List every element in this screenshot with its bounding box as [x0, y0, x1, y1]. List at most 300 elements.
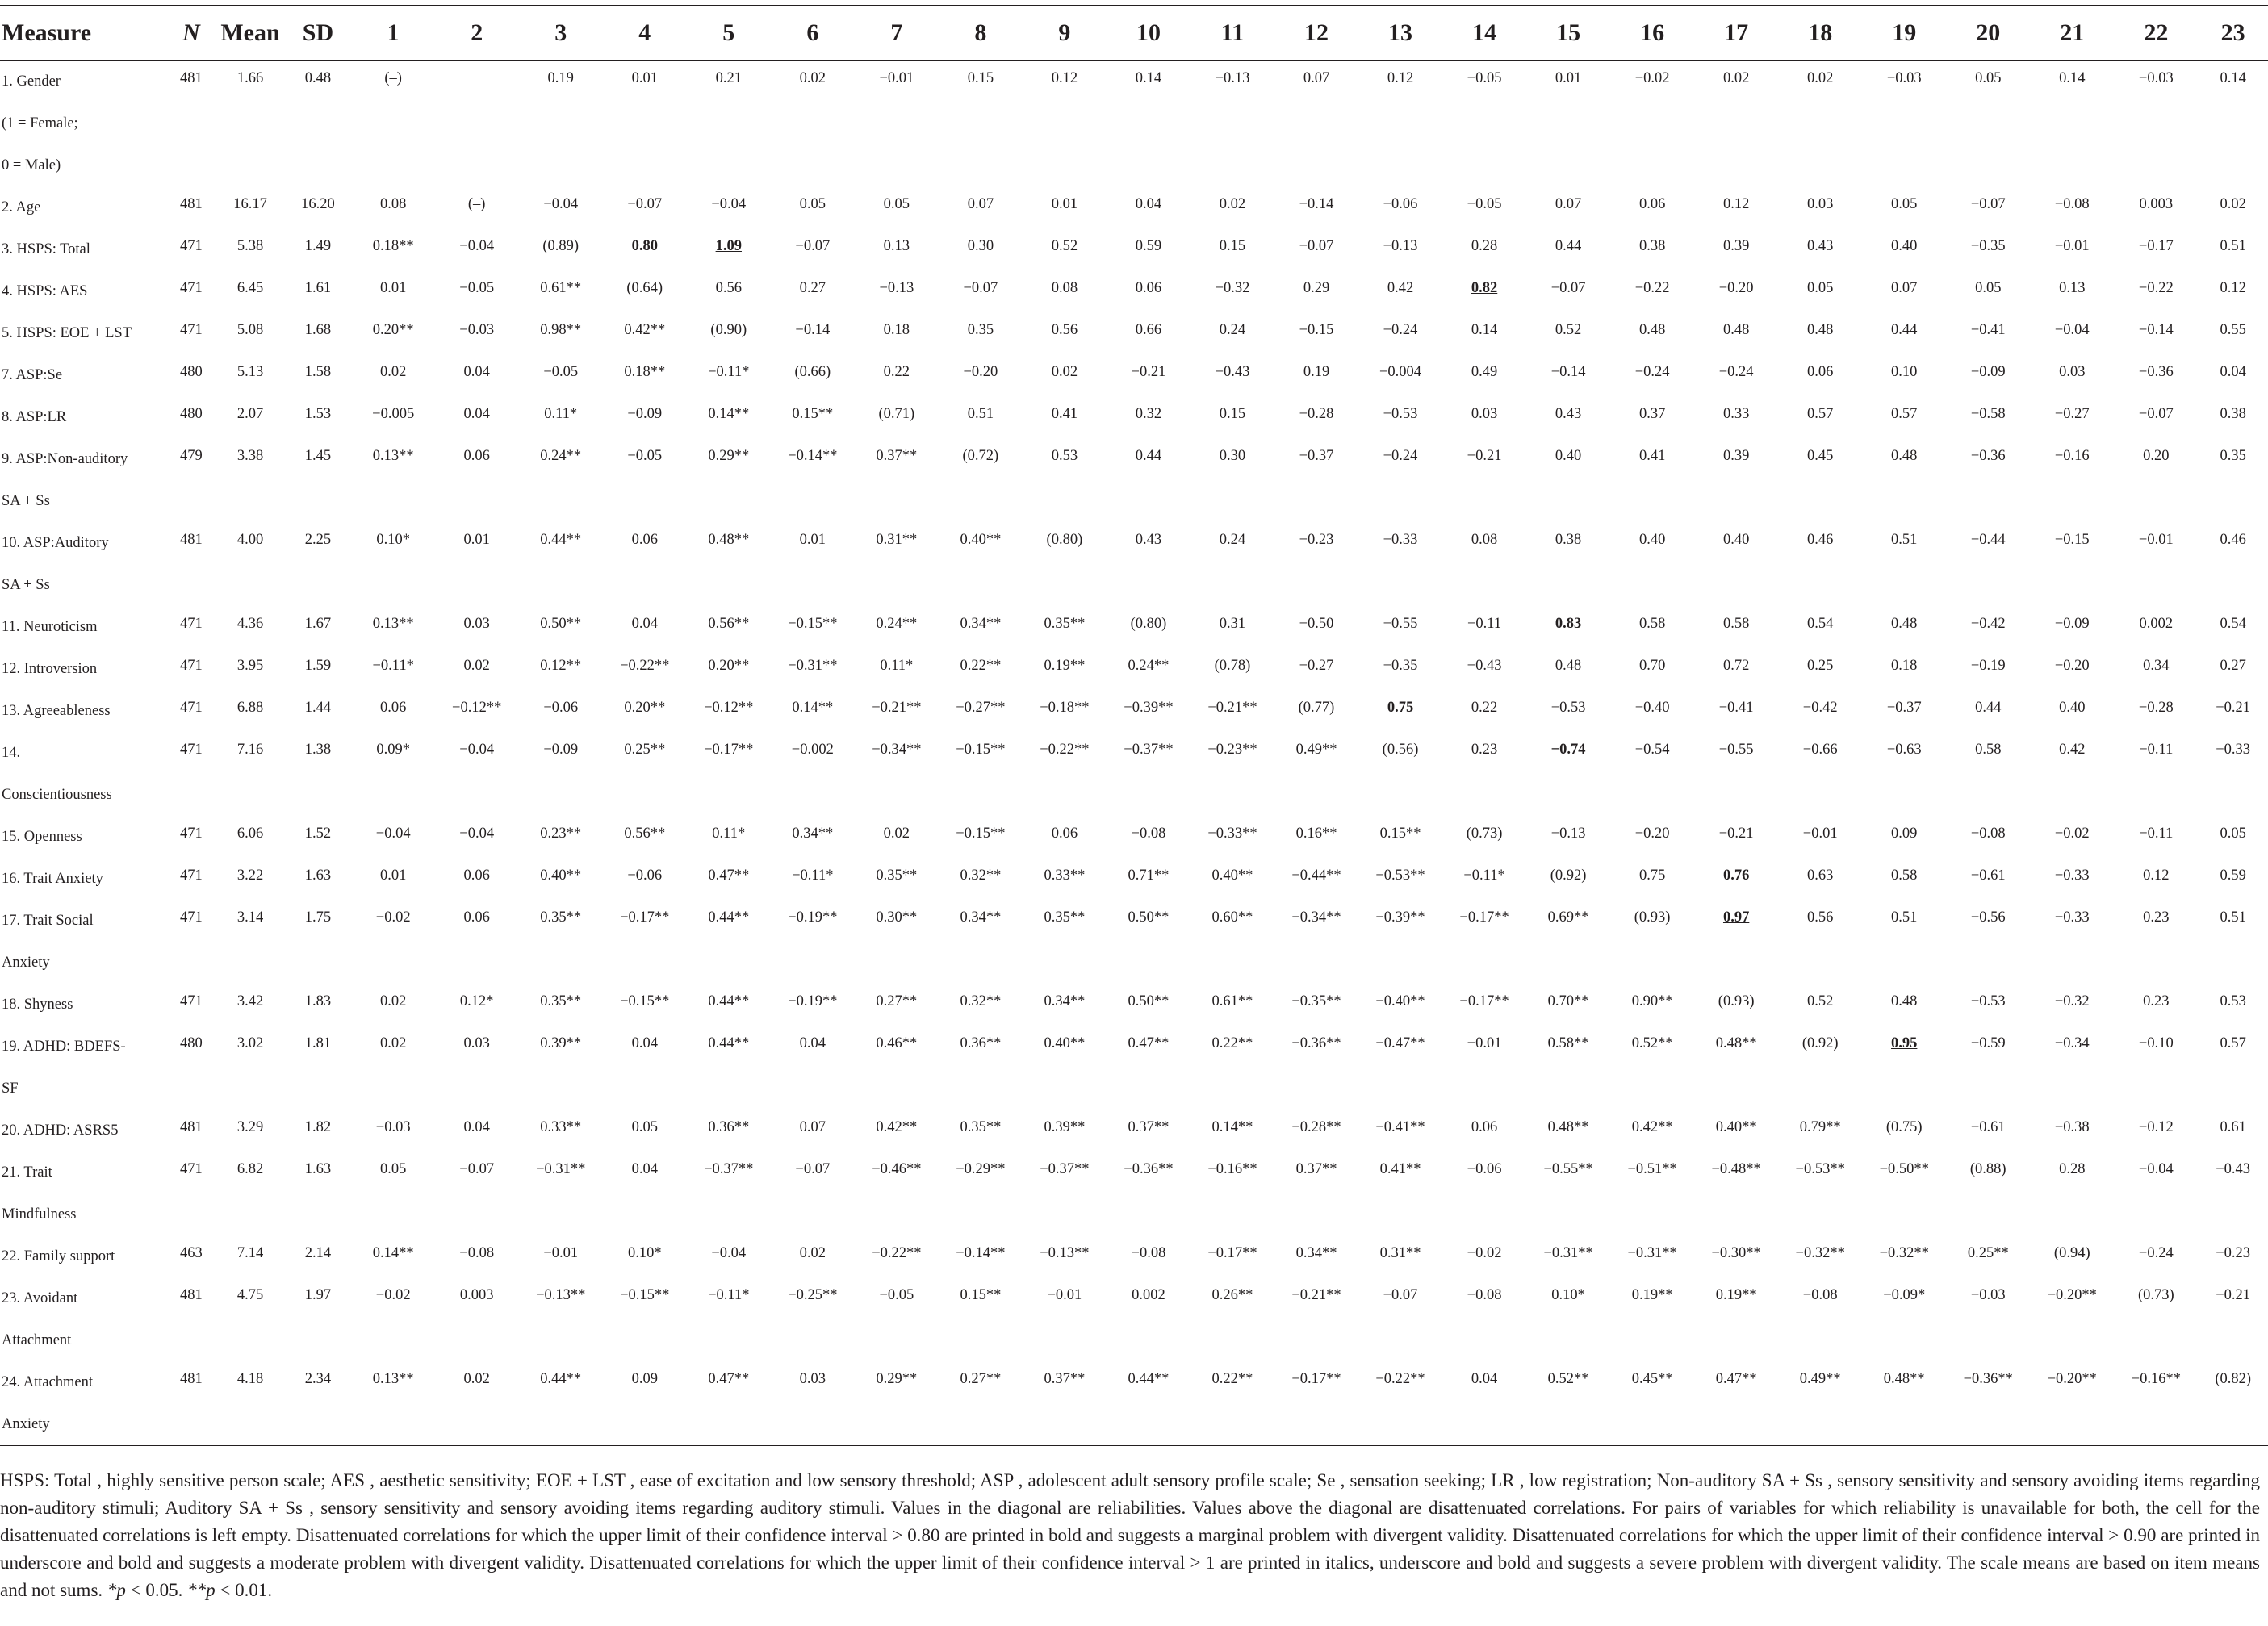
correlation-cell: −0.53 [1550, 700, 1586, 716]
measure-label-line: 3. HSPS: Total [2, 241, 90, 257]
correlation-cell: −0.36** [1291, 1035, 1341, 1051]
correlation-cell: 0.40 [1638, 532, 1666, 548]
table-row [0, 186, 2268, 228]
correlation-cell: −0.22 [1634, 280, 1670, 296]
correlation-cell: 0.19 [1303, 364, 1330, 380]
correlation-cell: −0.14** [788, 448, 838, 464]
header-mean: Mean [216, 6, 284, 61]
correlation-cell: 0.32** [960, 867, 1002, 884]
correlation-cell: −0.11* [1463, 867, 1505, 884]
correlation-cell: −0.32** [1795, 1245, 1845, 1261]
correlation-cell: 0.36** [708, 1119, 750, 1135]
header-col-15: 15 [1526, 6, 1610, 61]
correlation-cell: −0.03 [459, 322, 495, 338]
correlation-cell: −0.11* [372, 658, 414, 674]
correlation-cell: (0.72) [962, 448, 999, 464]
correlation-cell: −0.04 [711, 1245, 747, 1261]
n-cell: 471 [180, 700, 203, 716]
correlation-cell: −0.46** [872, 1161, 922, 1177]
n-cell: 471 [180, 867, 203, 884]
correlation-cell: −0.38 [2054, 1119, 2090, 1135]
correlation-cell: −0.40** [1375, 993, 1425, 1009]
correlation-cell: 0.47** [687, 1361, 771, 1446]
sd-cell: 1.63 [304, 1161, 332, 1177]
sd-cell: 1.53 [304, 406, 332, 422]
correlation-cell: −0.04 [2054, 322, 2090, 338]
sd-cell: 1.52 [304, 826, 332, 842]
correlation-cell: 0.42** [624, 322, 666, 338]
correlation-cell: 0.32** [960, 993, 1002, 1009]
correlation-cell: −0.11* [708, 364, 750, 380]
correlation-cell: −0.61 [1970, 867, 2006, 884]
correlation-cell: 0.01 [1555, 70, 1582, 86]
correlation-cell: −0.34** [872, 742, 922, 758]
correlation-cell: −0.15** [620, 1287, 670, 1303]
correlation-cell: 0.51 [1891, 532, 1918, 548]
correlation-cell: −0.21 [2216, 700, 2251, 716]
correlation-cell: 0.14** [372, 1245, 414, 1261]
correlation-cell: −0.04 [2138, 1161, 2174, 1177]
correlation-cell: −0.53** [1375, 867, 1425, 884]
header-n: N [166, 6, 216, 61]
correlation-cell: −0.51** [1627, 1161, 1677, 1177]
correlation-cell: 0.50** [1128, 909, 1170, 926]
measure-label-line: 22. Family support [2, 1248, 115, 1264]
correlation-cell: 0.31** [1379, 1245, 1421, 1261]
correlation-cell: 0.41 [1638, 448, 1666, 464]
correlation-cell: (0.73) [1466, 826, 1503, 842]
mean-cell: 6.82 [236, 1161, 264, 1177]
correlation-cell: −0.09 [1970, 364, 2006, 380]
header-col-17: 17 [1694, 6, 1778, 61]
correlation-cell: −0.53** [1795, 1161, 1845, 1177]
measure-label-line: 4. HSPS: AES [2, 283, 88, 299]
correlation-cell: 0.03 [2059, 364, 2086, 380]
correlation-cell: 0.03 [463, 1035, 490, 1051]
measure-label-line: 21. Trait [2, 1164, 52, 1181]
correlation-cell: 0.54 [2220, 616, 2246, 632]
correlation-cell: (0.56) [1382, 742, 1419, 758]
mean-cell: 3.42 [236, 993, 264, 1009]
correlation-cell: 0.24 [1219, 322, 1246, 338]
correlation-cell: −0.32 [2054, 993, 2090, 1009]
measure-label [0, 648, 166, 690]
correlation-cell: 0.06 [1471, 1119, 1498, 1135]
correlation-cell: 0.53 [2220, 993, 2246, 1009]
correlation-cell: −0.53 [1970, 993, 2006, 1009]
correlation-cell: −0.08 [1970, 826, 2006, 842]
measure-label [0, 312, 166, 354]
correlation-cell: −0.14 [2138, 322, 2174, 338]
correlation-cell: −0.06 [627, 867, 663, 884]
correlation-cell: 0.29** [708, 448, 750, 464]
correlation-cell: 0.05 [1975, 280, 2002, 296]
correlation-cell: 0.06 [379, 700, 407, 716]
header-col-9: 9 [1023, 6, 1107, 61]
mean-cell: 4.00 [236, 532, 264, 548]
correlation-cell: −0.06 [1383, 196, 1418, 212]
measure-label-line: 20. ADHD: ASRS5 [2, 1122, 119, 1139]
measure-label [0, 690, 166, 732]
correlation-cell: −0.30** [1711, 1245, 1761, 1261]
correlation-cell: 0.10 [1891, 364, 1918, 380]
correlation-table [0, 5, 2268, 1446]
correlation-cell: 0.34 [2143, 658, 2170, 674]
measure-label [0, 1110, 166, 1152]
measure-label [0, 186, 166, 228]
mean-cell: 6.06 [236, 826, 264, 842]
correlation-cell: 0.43 [1807, 238, 1834, 254]
correlation-cell: 0.42 [2059, 742, 2086, 758]
correlation-cell: −0.07 [1383, 1287, 1418, 1303]
correlation-cell: 0.56 [1051, 322, 1078, 338]
correlation-cell: −0.07 [1299, 238, 1334, 254]
correlation-cell: (0.92) [1801, 1035, 1839, 1051]
sd-cell: 1.45 [304, 448, 332, 464]
correlation-cell: 0.04 [463, 364, 490, 380]
table-row [0, 270, 2268, 312]
measure-label-line: 15. Openness [2, 829, 82, 845]
header-col-10: 10 [1107, 6, 1190, 61]
header-col-7: 7 [855, 6, 939, 61]
correlation-cell: 0.11* [712, 826, 746, 842]
correlation-cell: −0.08 [459, 1245, 495, 1261]
correlation-cell: −0.22** [620, 658, 670, 674]
correlation-cell: −0.11* [792, 867, 834, 884]
correlation-cell: −0.14 [795, 322, 831, 338]
correlation-cell: 0.09* [376, 742, 410, 758]
header-col-13: 13 [1358, 6, 1442, 61]
correlation-cell: 0.58 [1638, 616, 1666, 632]
correlation-cell: −0.54 [1634, 742, 1670, 758]
correlation-cell: (0.89) [542, 238, 580, 254]
correlation-cell: 0.79** [1799, 1119, 1841, 1135]
correlation-cell: 0.14** [708, 406, 750, 422]
measure-label-line: 2. Age [2, 199, 41, 215]
correlation-cell: −0.01 [1047, 1287, 1082, 1303]
correlation-cell: 0.01 [799, 532, 826, 548]
mean-cell: 4.36 [236, 616, 264, 632]
correlation-cell: 0.20** [372, 322, 414, 338]
table-header-row [0, 6, 2268, 61]
header-col-5: 5 [687, 6, 771, 61]
correlation-cell: −0.17** [1274, 1361, 1358, 1446]
correlation-cell: (0.71) [878, 406, 915, 422]
correlation-cell: 0.05 [1891, 196, 1918, 212]
correlation-cell: 0.37** [1023, 1361, 1107, 1446]
correlation-cell: 0.52** [1526, 1361, 1610, 1446]
correlation-cell: −0.06 [543, 700, 579, 716]
correlation-cell: (0.78) [1214, 658, 1251, 674]
correlation-cell: −0.12 [2138, 1119, 2174, 1135]
sd-cell: 1.67 [304, 616, 332, 632]
correlation-cell: 0.05 [379, 1161, 407, 1177]
correlation-cell: 0.50** [1128, 993, 1170, 1009]
measure-label-line: Mindfulness [2, 1206, 77, 1223]
correlation-cell: −0.23 [2216, 1245, 2251, 1261]
correlation-cell: 0.02 [799, 1245, 826, 1261]
correlation-cell: −0.36 [2138, 364, 2174, 380]
correlation-cell [435, 61, 519, 187]
correlation-cell: 0.11* [880, 658, 914, 674]
correlation-cell: 1.09 [715, 238, 742, 254]
correlation-cell: −0.43 [1467, 658, 1502, 674]
measure-label-line: SA + Ss [2, 493, 50, 509]
correlation-cell: 0.41 [1051, 406, 1078, 422]
measure-label-line: Anxiety [2, 955, 50, 971]
correlation-cell: −0.06 [1467, 1161, 1502, 1177]
mean-cell: 16.17 [233, 196, 267, 212]
mean-cell: 3.29 [236, 1119, 264, 1135]
correlation-cell: −0.14** [956, 1245, 1006, 1261]
sd-cell: 2.34 [284, 1361, 351, 1446]
correlation-cell: −0.55 [1383, 616, 1418, 632]
correlation-cell: −0.42 [1802, 700, 1838, 716]
correlation-cell: 0.44** [708, 993, 750, 1009]
correlation-cell: 0.02 [379, 1035, 407, 1051]
correlation-cell: −0.34 [2054, 1035, 2090, 1051]
measure-label-line: 5. HSPS: EOE + LST [2, 325, 132, 341]
correlation-cell: 0.59 [2220, 867, 2246, 884]
correlation-cell: 0.12** [540, 658, 582, 674]
correlation-cell: 0.08 [1471, 532, 1498, 548]
correlation-cell: 0.48** [1862, 1361, 1946, 1446]
correlation-cell: 0.32 [1135, 406, 1162, 422]
correlation-cell: 0.02 [1219, 196, 1246, 212]
correlation-cell: 0.44 [1555, 238, 1582, 254]
correlation-cell: −0.03 [2138, 70, 2174, 86]
correlation-cell: 0.03 [463, 616, 490, 632]
table-row [0, 438, 2268, 522]
correlation-cell: 0.23 [2143, 909, 2170, 926]
header-col-21: 21 [2030, 6, 2114, 61]
correlation-cell: 0.34** [792, 826, 834, 842]
correlation-cell: 0.35** [1044, 616, 1086, 632]
footnote-p1-label: *p [107, 1580, 126, 1600]
correlation-cell: 0.47** [1128, 1035, 1170, 1051]
measure-label [0, 228, 166, 270]
correlation-cell: −0.14 [1299, 196, 1334, 212]
correlation-cell: −0.63 [1886, 742, 1922, 758]
correlation-cell: (–) [384, 70, 402, 86]
correlation-cell: 0.61** [1211, 993, 1253, 1009]
correlation-cell: 0.13 [883, 238, 910, 254]
correlation-cell: (0.94) [2053, 1245, 2090, 1261]
correlation-cell: 0.10* [627, 1245, 662, 1261]
correlation-cell: −0.33 [2054, 909, 2090, 926]
header-col-16: 16 [1610, 6, 1694, 61]
correlation-cell: 0.39 [1722, 238, 1750, 254]
mean-cell: 4.75 [236, 1287, 264, 1303]
mean-cell: 3.95 [236, 658, 264, 674]
correlation-cell: 0.59 [1135, 238, 1162, 254]
correlation-cell: −0.19** [788, 909, 838, 926]
correlation-cell: 0.06 [631, 532, 658, 548]
correlation-cell: 0.24 [1219, 532, 1246, 548]
sd-cell: 1.44 [304, 700, 332, 716]
correlation-cell: 0.48 [1891, 448, 1918, 464]
correlation-cell: 0.47** [708, 867, 750, 884]
correlation-cell: −0.002 [791, 742, 834, 758]
n-cell: 481 [180, 1287, 203, 1303]
correlation-cell: 0.37** [1295, 1161, 1337, 1177]
correlation-cell: −0.18** [1040, 700, 1090, 716]
n-cell: 471 [180, 280, 203, 296]
correlation-cell: 0.14 [1135, 70, 1162, 86]
correlation-cell: −0.27 [1299, 658, 1334, 674]
correlation-cell: −0.31** [1627, 1245, 1677, 1261]
correlation-cell: −0.19 [1970, 658, 2006, 674]
correlation-cell: −0.56 [1970, 909, 2006, 926]
correlation-cell: −0.09* [1883, 1287, 1926, 1303]
correlation-cell: −0.50** [1879, 1161, 1929, 1177]
correlation-cell: 0.35** [876, 867, 918, 884]
measure-label-line: 17. Trait Social [2, 913, 94, 929]
correlation-cell: 0.02 [1722, 70, 1750, 86]
correlation-cell: −0.03 [1970, 1287, 2006, 1303]
correlation-cell: 0.15** [1379, 826, 1421, 842]
correlation-cell: 0.21 [715, 70, 742, 86]
correlation-cell: −0.09 [2054, 616, 2090, 632]
correlation-cell: −0.37** [704, 1161, 754, 1177]
correlation-cell: 0.51 [1891, 909, 1918, 926]
correlation-cell: −0.20 [2054, 658, 2090, 674]
correlation-cell: 0.003 [459, 1287, 494, 1303]
correlation-cell: −0.29** [956, 1161, 1006, 1177]
n-cell: 481 [180, 196, 203, 212]
header-col-12: 12 [1274, 6, 1358, 61]
mean-cell: 6.88 [236, 700, 264, 716]
sd-cell: 0.48 [304, 70, 332, 86]
correlation-cell: 0.51 [2220, 909, 2246, 926]
correlation-cell: −0.43 [2216, 1161, 2251, 1177]
correlation-cell: 0.36** [960, 1035, 1002, 1051]
sd-cell: 1.61 [304, 280, 332, 296]
correlation-cell: (0.88) [1969, 1161, 2006, 1177]
correlation-cell: 0.72 [1722, 658, 1750, 674]
correlation-cell: −0.14 [1550, 364, 1586, 380]
header-col-2: 2 [435, 6, 519, 61]
correlation-cell: −0.37** [1124, 742, 1174, 758]
correlation-cell: −0.37 [1886, 700, 1922, 716]
table-row [0, 312, 2268, 354]
correlation-cell: −0.33 [2054, 867, 2090, 884]
correlation-cell: 0.39 [1722, 448, 1750, 464]
correlation-cell: −0.004 [1379, 364, 1422, 380]
measure-label-line: (1 = Female; [2, 115, 78, 132]
correlation-cell: 0.03 [1471, 406, 1498, 422]
correlation-cell: 0.13** [372, 616, 414, 632]
correlation-cell: −0.03 [375, 1119, 411, 1135]
measure-label-line: 12. Introversion [2, 661, 98, 677]
measure-label [0, 396, 166, 438]
correlation-cell: 0.12 [2143, 867, 2170, 884]
correlation-cell: −0.07 [2138, 406, 2174, 422]
mean-cell: 1.66 [236, 70, 264, 86]
correlation-cell: 0.01 [631, 70, 658, 86]
correlation-cell: 0.02 [435, 1361, 519, 1446]
correlation-cell: 0.03 [771, 1361, 855, 1446]
correlation-cell: 0.18 [883, 322, 910, 338]
correlation-cell: 0.41** [1379, 1161, 1421, 1177]
correlation-cell: 0.52 [1555, 322, 1582, 338]
n-cell: 480 [180, 364, 203, 380]
sd-cell: 1.83 [304, 993, 332, 1009]
correlation-cell: −0.08 [1131, 826, 1166, 842]
correlation-cell: 0.44** [708, 1035, 750, 1051]
correlation-cell: 0.19** [1715, 1287, 1757, 1303]
measure-label [0, 270, 166, 312]
n-cell: 471 [180, 238, 203, 254]
correlation-cell: −0.21** [872, 700, 922, 716]
measure-label-line: Anxiety [2, 1416, 50, 1432]
sd-cell: 1.59 [304, 658, 332, 674]
correlation-cell: 0.12 [1387, 70, 1414, 86]
correlation-cell: 0.34** [960, 909, 1002, 926]
correlation-cell: 0.40 [1891, 238, 1918, 254]
correlation-cell: 0.58** [1547, 1035, 1589, 1051]
measure-label [0, 354, 166, 396]
correlation-cell: −0.21 [1718, 826, 1754, 842]
correlation-cell: 0.22 [883, 364, 910, 380]
measure-label-line: SA + Ss [2, 577, 50, 593]
correlation-cell: −0.36** [1946, 1361, 2030, 1446]
correlation-cell: −0.02 [375, 1287, 411, 1303]
correlation-cell: 0.24** [876, 616, 918, 632]
correlation-cell: 0.27** [876, 993, 918, 1009]
correlation-cell: 0.15 [1219, 238, 1246, 254]
correlation-cell: 0.48 [1555, 658, 1582, 674]
correlation-cell: −0.13** [1040, 1245, 1090, 1261]
correlation-cell: 0.40** [540, 867, 582, 884]
correlation-cell: −0.24 [1383, 448, 1418, 464]
mean-cell: 3.14 [236, 909, 264, 926]
correlation-cell: 0.13 [2059, 280, 2086, 296]
table-row [0, 858, 2268, 900]
correlation-cell: 0.61** [540, 280, 582, 296]
correlation-cell: 0.48** [708, 532, 750, 548]
table-row [0, 648, 2268, 690]
correlation-cell: −0.07 [1970, 196, 2006, 212]
correlation-cell: (0.66) [794, 364, 831, 380]
correlation-cell: −0.24 [2138, 1245, 2174, 1261]
correlation-cell: −0.33** [1207, 826, 1257, 842]
correlation-cell: −0.21** [1291, 1287, 1341, 1303]
correlation-cell: 0.18** [624, 364, 666, 380]
correlation-cell: −0.41 [1718, 700, 1754, 716]
correlation-cell: 0.22** [960, 658, 1002, 674]
correlation-cell: −0.28 [1299, 406, 1334, 422]
correlation-cell: 0.14 [2220, 70, 2246, 86]
measure-label [0, 1277, 166, 1361]
correlation-cell: 0.23 [1471, 742, 1498, 758]
correlation-cell: −0.44 [1970, 532, 2006, 548]
measure-label-line: 9. ASP:Non-auditory [2, 451, 128, 467]
correlation-cell: 0.33** [540, 1119, 582, 1135]
correlation-cell: 0.15 [1219, 406, 1246, 422]
correlation-cell: −0.15** [956, 826, 1006, 842]
correlation-cell: 0.25 [1807, 658, 1834, 674]
correlation-cell: 0.11* [544, 406, 578, 422]
correlation-cell: −0.13** [536, 1287, 586, 1303]
correlation-cell: −0.32 [1215, 280, 1250, 296]
correlation-cell: 0.04 [1135, 196, 1162, 212]
header-col-19: 19 [1862, 6, 1946, 61]
correlation-cell: 0.04 [631, 616, 658, 632]
correlation-cell: 0.44 [1975, 700, 2002, 716]
correlation-cell: 0.26** [1211, 1287, 1253, 1303]
measure-label [0, 606, 166, 648]
